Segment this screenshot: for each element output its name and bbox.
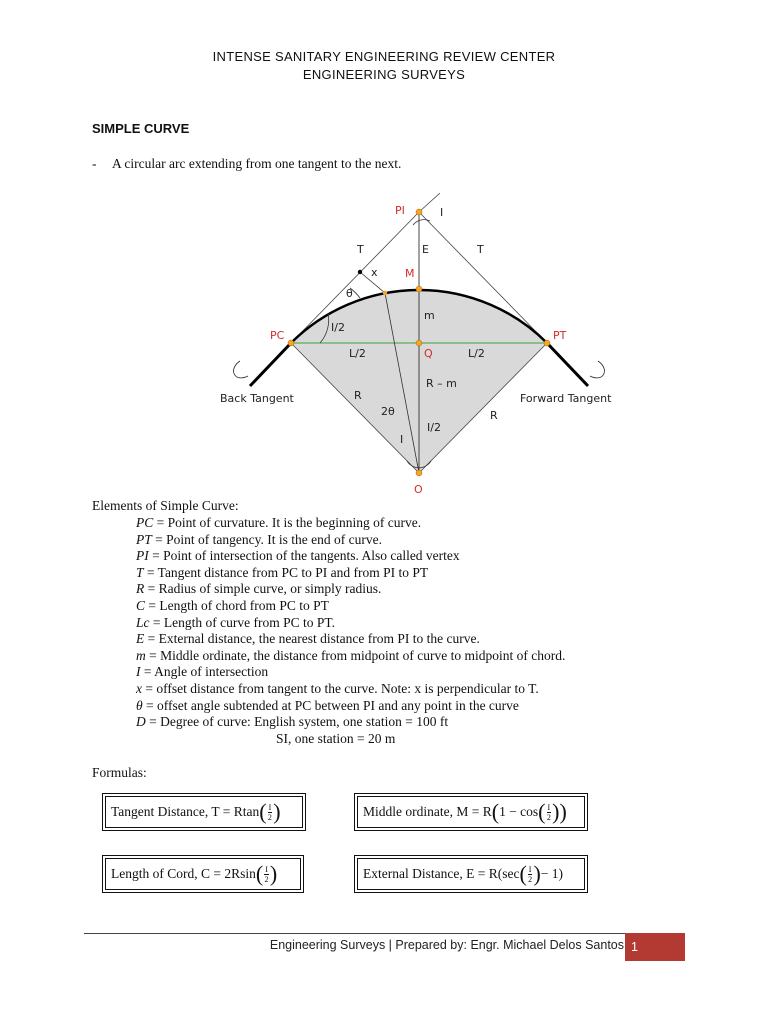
element-symbol: x [136, 680, 142, 696]
formula-tangent-label: Tangent Distance, T = Rtan [111, 804, 260, 819]
formula-middle-den: 2 [546, 812, 551, 822]
element-symbol: R [136, 581, 145, 597]
element-text: = Point of intersection of the tangents. Also called vertex [148, 548, 460, 564]
section-title: SIMPLE CURVE [92, 121, 190, 136]
formula-external-den: 2 [528, 874, 533, 884]
element-text: = Length of chord from PC to PT [145, 597, 329, 613]
label-I-bottom: I [400, 433, 404, 446]
formula-middle-ordinate: Middle ordinate, M = R ( 1 − cos ( $\frac{I}{2}$ )) [354, 793, 588, 831]
element-text: = offset angle subtended at PC between PI and any point in the curve [142, 697, 519, 713]
element-symbol: θ [136, 697, 143, 713]
element-text: = Degree of curve: English system, one station = 100 ft [145, 714, 449, 730]
simple-curve-diagram [200, 193, 640, 503]
forward-tangent-line [547, 343, 588, 386]
label-two-theta: 2θ [381, 405, 395, 418]
point-PT [544, 340, 550, 346]
element-text: = Length of curve from PC to PT. [149, 614, 335, 630]
point-on-tangent [358, 270, 362, 274]
point-Q [416, 340, 422, 346]
element-item [136, 581, 565, 598]
element-symbol: m [136, 647, 146, 663]
label-R-right: R [490, 409, 498, 422]
formula-tangent-num: I [268, 802, 272, 812]
element-symbol: PI [136, 548, 149, 564]
element-text: = Point of curvature. It is the beginning of curve. [153, 515, 422, 530]
label-PI: PI [395, 204, 405, 217]
elements-list [136, 515, 565, 747]
label-T-left: T [357, 243, 364, 256]
formula-external-num: I [528, 864, 532, 874]
simple-curve-figure [200, 193, 640, 503]
element-text: = External distance, the nearest distance from PI to the curve. [144, 631, 480, 647]
label-M: M [405, 267, 415, 280]
element-item [136, 515, 565, 532]
element-item [136, 615, 565, 632]
element-symbol: D [136, 714, 146, 730]
back-tangent-line [250, 343, 291, 386]
label-PC: PC [270, 329, 285, 342]
header-line-2: ENGINEERING SURVEYS [302, 67, 466, 82]
element-item [136, 548, 565, 565]
label-back-tangent: Back Tangent [220, 392, 294, 405]
formula-tangent-den: 2 [267, 812, 272, 822]
footer-divider [84, 933, 684, 934]
element-symbol: PC [136, 515, 154, 530]
label-forward-tangent: Forward Tangent [520, 392, 612, 405]
element-text: = Tangent distance from PC to PI and from PI to PT [143, 564, 429, 580]
label-L-half-right: L/2 [468, 347, 485, 360]
label-m: m [424, 309, 435, 322]
definition-dash: - [92, 156, 97, 171]
label-I-half-bottom: I/2 [427, 421, 441, 434]
tangent-extension [419, 193, 440, 212]
label-x: x [371, 266, 378, 279]
label-I-top: I [440, 206, 444, 219]
label-I-half: I/2 [331, 321, 345, 334]
element-si-line: SI, one station = 20 m [276, 730, 396, 746]
point-M [416, 286, 422, 292]
formula-middle-num: I [547, 802, 551, 812]
point-on-curve [383, 291, 387, 295]
formula-middle-inner: 1 − cos [499, 804, 539, 819]
formula-middle-label: Middle ordinate, M = R [363, 804, 492, 819]
element-item [136, 664, 565, 681]
element-symbol: E [136, 631, 145, 647]
label-Q: Q [424, 347, 433, 360]
footer-text: Engineering Surveys | Prepared by: Engr. Michael Delos Santos [269, 938, 624, 952]
element-text: = offset distance from tangent to the curve. Note: x is perpendicular to T. [142, 680, 539, 696]
element-item [136, 598, 565, 615]
element-symbol: Lc [136, 614, 150, 630]
forward-tangent-pointer [590, 361, 604, 378]
formula-chord-label: Length of Cord, C = 2Rsin [111, 866, 256, 881]
label-R-minus-m: R – m [426, 377, 457, 390]
element-text: = Middle ordinate, the distance from midpoint of curve to midpoint of chord. [145, 647, 566, 663]
element-item [136, 648, 565, 665]
element-item [136, 532, 565, 549]
label-R-left: R [354, 389, 362, 402]
formula-chord-den: 2 [264, 874, 269, 884]
formula-external-label: External Distance, E = R(sec [363, 866, 520, 881]
point-O [416, 470, 422, 476]
element-item [136, 631, 565, 648]
element-symbol: PT [136, 531, 152, 547]
element-symbol: T [136, 564, 144, 580]
element-symbol: C [136, 597, 146, 613]
label-L-half-left: L/2 [349, 347, 366, 360]
element-item [136, 565, 565, 582]
element-symbol: I [136, 664, 141, 680]
label-O: O [414, 483, 423, 496]
element-item [136, 714, 565, 731]
formulas-title: Formulas: [92, 765, 147, 780]
element-text: = Point of tangency. It is the end of curve. [151, 531, 382, 547]
point-PC [288, 340, 294, 346]
back-tangent-pointer [234, 361, 248, 378]
definition-text: A circular arc extending from one tangent to the next. [112, 156, 402, 171]
angle-arc-PI [413, 220, 430, 225]
elements-title: Elements of Simple Curve: [92, 498, 239, 513]
point-PI [416, 209, 422, 215]
label-T-right: T [477, 243, 484, 256]
formula-chord-num: I [265, 864, 268, 874]
label-E: E [422, 243, 429, 256]
label-PT: PT [553, 329, 567, 342]
element-text: = Angle of intersection [140, 664, 269, 680]
formula-length-of-chord: Length of Cord, C = 2Rsin ( $\frac{I}{2}$ ) [102, 855, 304, 893]
formula-tangent-distance: Tangent Distance, T = Rtan ( $\frac{I}{2}$ ) [102, 793, 306, 831]
element-text: = Radius of simple curve, or simply radius. [144, 581, 382, 597]
formula-external-distance: External Distance, E = R(sec ( $\frac{I}{2}$ ) − 1) [354, 855, 588, 893]
element-item [136, 698, 565, 715]
label-theta: θ [346, 287, 353, 300]
formula-external-tail: − 1) [540, 866, 563, 881]
page-number-badge: 1 [625, 933, 685, 961]
element-item [136, 681, 565, 698]
header-line-1: INTENSE SANITARY ENGINEERING REVIEW CENTER [212, 49, 556, 64]
